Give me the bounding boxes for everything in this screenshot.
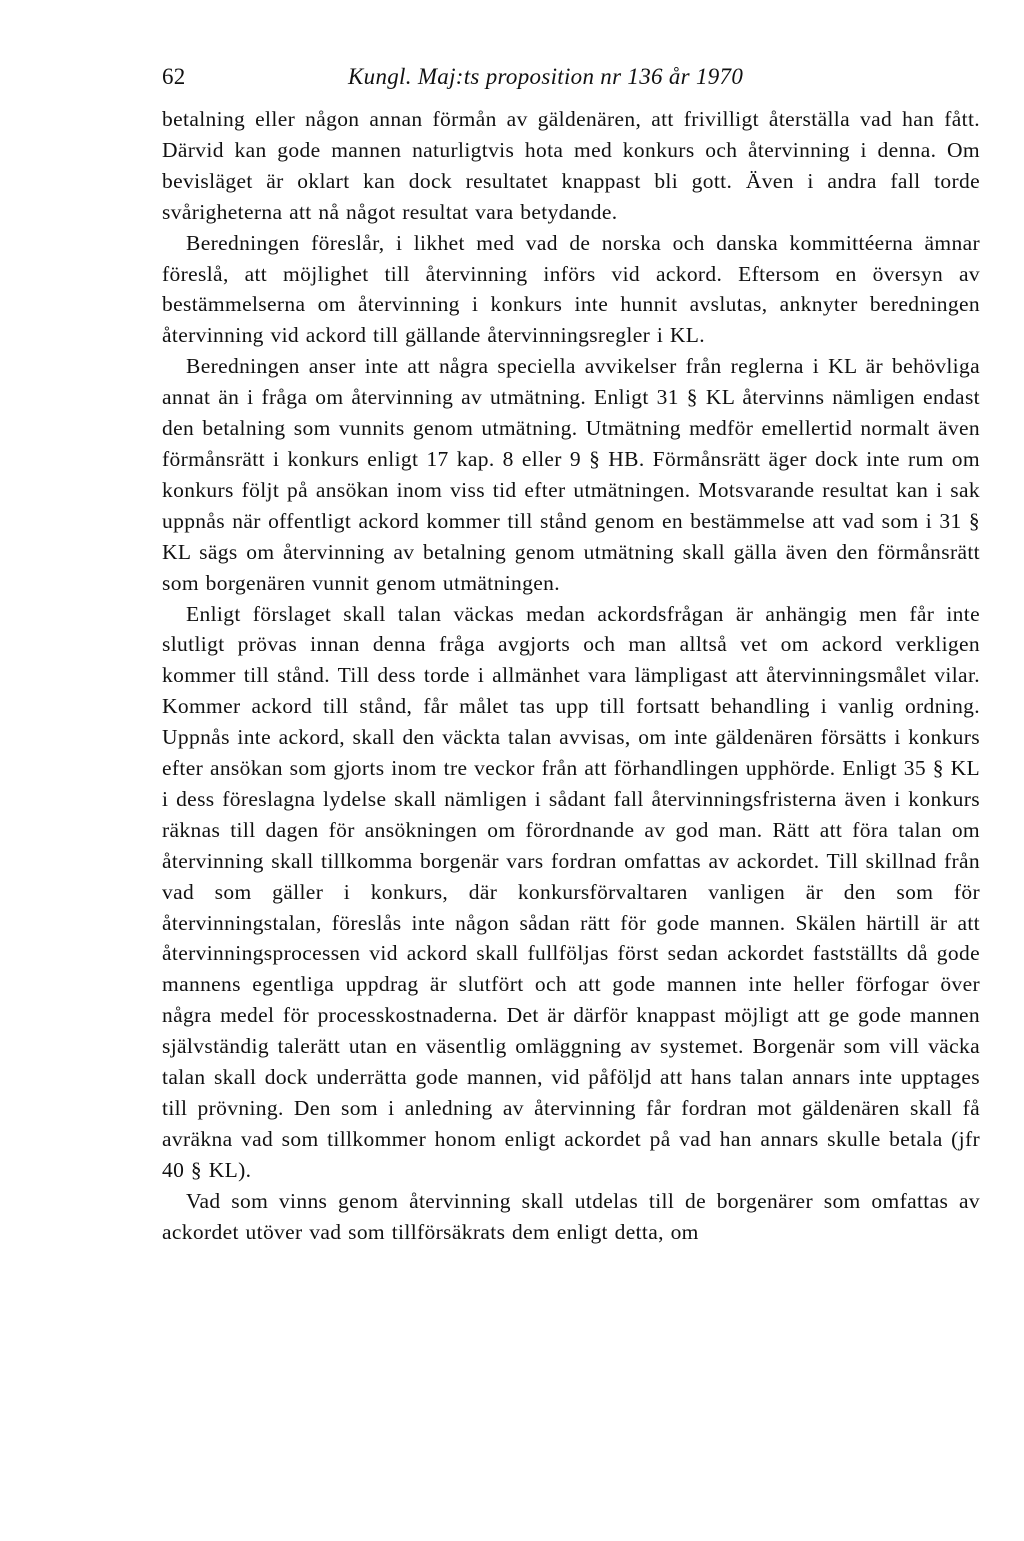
paragraph-continuation: betalning eller någon annan förmån av gäldenären, att frivilligt återställa vad han fått. Därvid kan gode mannen naturligtvis hota med konkurs och återvinning i denna. Om bevisläget är oklart kan dock resultatet knappast bli gott. Även i andra fall torde svårigheterna att nå något resultat vara betydande. <box>162 107 980 224</box>
document-page <box>162 58 980 1248</box>
paragraph-exceptions: Beredningen anser inte att några speciella avvikelser från reglerna i KL är behövliga annat än i fråga om återvinning av utmätning. Enligt 31 § KL återvinns nämligen endast den betalning som vunnits genom utmätning. Utmätning medför emellertid normalt även förmånsrätt i konkurs enligt 17 kap. 8 eller 9 § HB. Förmånsrätt äger dock inte rum om konkurs följt på ansökan inom viss tid efter utmätningen. Motsvarande resultat kan i sak uppnås när offentligt ackord kommer till stånd genom en bestämmelse att vad som i 31 § KL sägs om återvinning av betalning genom utmätning skall gälla även den förmånsrätt som borgenären vunnit genom utmätningen. <box>162 354 980 595</box>
paragraph-procedure: Enligt förslaget skall talan väckas medan ackordsfrågan är anhängig men får inte slutligt prövas innan denna fråga avgjorts och man alltså vet om ackord verkligen kommer till stånd. Till dess torde i allmänhet vara lämpligast att återvinningsmålet vilar. Kommer ackord till stånd, får målet tas upp till fortsatt behandling i vanlig ordning. Uppnås inte ackord, skall den väckta talan avvisas, om inte gäldenären försätts i konkurs efter ansökan som gjorts inom tre veckor från att förhandlingen upphörde. Enligt 35 § KL i dess föreslagna lydelse skall nämligen i sådant fall återvinningsfristerna även i konkurs räknas till dagen för ansökningen om förordnande av god man. Rätt att föra talan om återvinning skall tillkomma borgenär vars fordran omfattas av ackordet. Till skillnad från vad som gäller i konkurs, där konkursförvaltaren vanligen är den som för återvinningstalan, föreslås inte någon sådan rätt för gode mannen. Skälen härtill är att återvinningsprocessen vid ackord skall fullföljas först sedan ackordet fastställts då gode mannens egentliga uppdrag är slutfört och att gode mannen inte heller förfogar över några medel för processkostnaderna. Det är därför knappast möjligt att ge gode mannen självständig talerätt utan en väsentlig omläggning av systemet. Borgenär som vill väcka talan skall dock underrätta gode mannen, vid påföljd att hans talan annars inte upptages till prövning. Den som i anledning av återvinning får fordran mot gäldenären skall få avräkna vad som tillkommer honom enligt ackordet på vad han annars skulle betala (jfr 40 § KL). <box>162 601 980 1182</box>
body-text <box>162 104 980 1248</box>
paragraph-proposal: Beredningen föreslår, i likhet med vad de norska och danska kommittéerna ämnar föreslå, att möjlighet till återvinning införs vid ackord. Eftersom en översyn av bestämmelserna om återvinning i konkurs inte hunnit avslutas, anknyter beredningen återvinning vid ackord till gällande återvinningsregler i KL. <box>162 230 980 348</box>
running-title: Kungl. Maj:ts proposition nr 136 år 1970 <box>348 64 744 89</box>
page-header <box>162 58 980 98</box>
page-number: 62 <box>162 64 186 89</box>
paragraph-distribution: Vad som vinns genom återvinning skall utdelas till de borgenärer som omfattas av ackordet utöver vad som tillförsäkrats dem enligt detta, om <box>162 1188 980 1244</box>
